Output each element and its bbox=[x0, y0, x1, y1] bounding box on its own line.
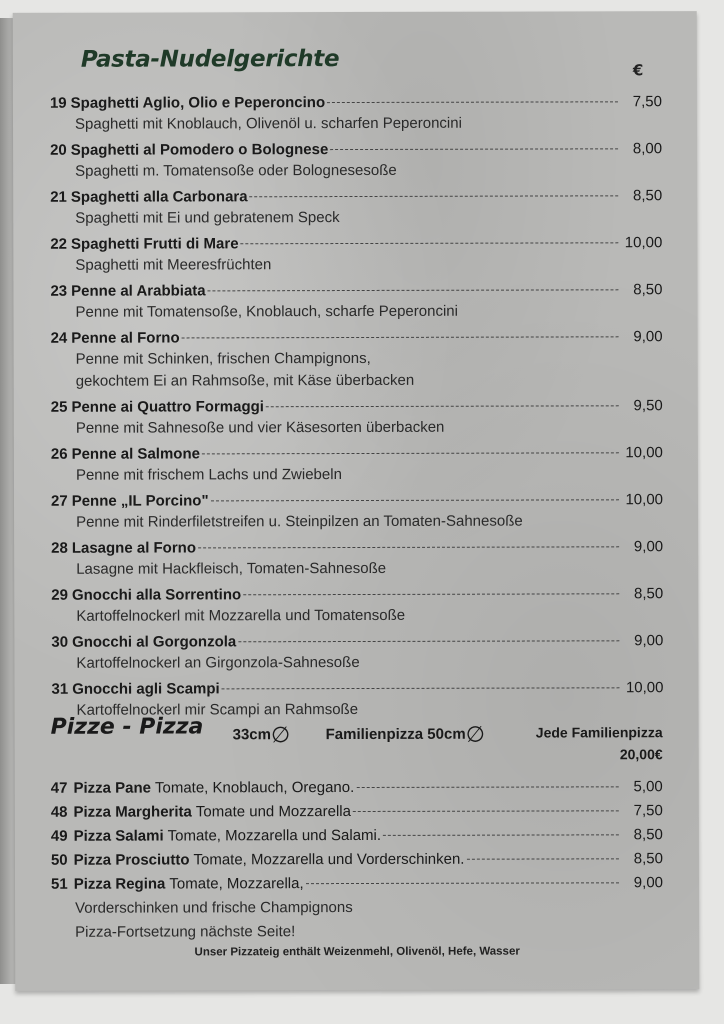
item-description: Spaghetti mit Ei und gebratenem Speck bbox=[75, 209, 340, 227]
pizza-list bbox=[51, 775, 663, 945]
family-pizza-note bbox=[536, 721, 663, 765]
item-price: 8,00 bbox=[632, 140, 663, 158]
diameter-icon: ∅ bbox=[465, 721, 485, 747]
menu-item bbox=[51, 630, 663, 675]
dot-leader bbox=[330, 148, 618, 150]
item-name: Spaghetti Frutti di Mare bbox=[70, 235, 239, 253]
menu-item bbox=[51, 326, 663, 393]
item-description: Kartoffelnockerl an Girgonzola-Sahnesoße bbox=[76, 653, 360, 672]
item-description: Kartoffelnockerl mir Scampi an Rahmsoße bbox=[76, 700, 359, 719]
item-price: 7,50 bbox=[632, 93, 662, 111]
item-description: Spaghetti mit Meeresfrüchten bbox=[75, 256, 272, 274]
item-description: Penne mit Schinken, frischen Champignons, bbox=[75, 349, 371, 368]
item-price: 9,00 bbox=[633, 874, 664, 892]
item-ingredients: Tomate, Mozzarella und Salami. bbox=[167, 826, 382, 845]
menu-item bbox=[51, 583, 663, 628]
dot-leader bbox=[327, 101, 618, 103]
item-name: Spaghetti alla Carbonara bbox=[70, 188, 248, 206]
item-number: 22 bbox=[50, 235, 68, 253]
family-note-line: Jede Familienpizza bbox=[535, 724, 663, 741]
currency-symbol: € bbox=[632, 61, 644, 80]
item-description: Lasagne mit Hackfleisch, Tomaten-Sahnesoße bbox=[76, 559, 387, 578]
item-description: gekochtem Ei an Rahmsoße, mit Käse überbacken bbox=[75, 371, 415, 390]
item-price: 10,00 bbox=[625, 491, 664, 509]
item-number: 50 bbox=[50, 851, 68, 869]
item-name: Gnocchi agli Scampi bbox=[72, 680, 220, 698]
dot-leader bbox=[306, 882, 619, 884]
dot-leader bbox=[238, 640, 619, 642]
pasta-section-title: Pasta-Nudelgerichte bbox=[80, 46, 340, 73]
item-name: Spaghetti al Pomodero o Bolognese bbox=[70, 141, 329, 159]
item-number: 29 bbox=[51, 586, 68, 604]
pizza-item bbox=[51, 775, 663, 801]
item-price: 9,00 bbox=[633, 328, 663, 346]
dot-leader bbox=[211, 499, 619, 501]
item-name: Penne al Salmone bbox=[71, 445, 200, 463]
menu-item bbox=[50, 138, 662, 183]
dot-leader bbox=[222, 687, 620, 689]
dot-leader bbox=[208, 289, 619, 291]
family-pizza-label: Familienpizza 50cm bbox=[325, 725, 466, 744]
item-price: 9,50 bbox=[633, 397, 663, 415]
item-number: 21 bbox=[50, 188, 67, 206]
item-name: Penne al Forno bbox=[71, 329, 180, 347]
item-ingredients: Tomate und Mozzarella bbox=[195, 803, 351, 821]
dot-leader bbox=[241, 242, 619, 244]
dot-leader bbox=[383, 834, 619, 836]
item-description: Penne mit Rinderfiletstreifen u. Steinpilzen an Tomaten-Sahnesoße bbox=[76, 512, 523, 531]
item-description: Spaghetti mit Knoblauch, Olivenöl u. scharfen Peperoncini bbox=[74, 114, 462, 133]
item-number: 30 bbox=[51, 633, 69, 651]
item-price: 10,00 bbox=[624, 234, 663, 252]
pizza-item-continuation: Vorderschinken und frische Champignons bbox=[75, 899, 353, 917]
item-number: 31 bbox=[51, 680, 69, 698]
item-price: 8,50 bbox=[633, 826, 663, 844]
item-description: Penne mit Tomatensoße, Knoblauch, scharfe Peperoncini bbox=[75, 302, 458, 321]
item-name: Penne ai Quattro Formaggi bbox=[71, 398, 264, 416]
family-note-price: 20,00€ bbox=[619, 746, 663, 763]
item-number: 23 bbox=[50, 282, 68, 300]
menu-item bbox=[50, 185, 662, 230]
item-price: 5,00 bbox=[633, 778, 663, 796]
family-pizza-size bbox=[326, 722, 485, 748]
item-price: 8,50 bbox=[633, 850, 663, 868]
item-price: 8,50 bbox=[634, 585, 664, 603]
item-price: 8,50 bbox=[633, 281, 663, 299]
pizza-section-title: Pizze - Pizza bbox=[50, 714, 204, 740]
item-price: 10,00 bbox=[625, 679, 664, 697]
diameter-icon: ∅ bbox=[270, 722, 291, 748]
item-name: Pizza Prosciutto bbox=[73, 851, 190, 869]
item-number: 24 bbox=[50, 329, 68, 347]
item-number: 27 bbox=[50, 492, 68, 510]
dough-ingredients-note: Unser Pizzateig enthält Weizenmehl, Olivenöl, Hefe, Wasser bbox=[194, 945, 520, 959]
item-price: 9,00 bbox=[633, 538, 664, 556]
pizza-item bbox=[51, 847, 663, 873]
dot-leader bbox=[202, 452, 619, 454]
pizza-size-label: 33cm bbox=[232, 726, 272, 744]
menu-item bbox=[51, 442, 663, 487]
item-number: 19 bbox=[49, 94, 67, 112]
dot-leader bbox=[466, 858, 618, 859]
menu-item bbox=[51, 395, 663, 440]
item-price: 7,50 bbox=[633, 802, 663, 820]
pizza-item bbox=[51, 799, 663, 825]
item-number: 20 bbox=[50, 141, 67, 159]
menu-item bbox=[51, 536, 663, 581]
pizza-section-header bbox=[51, 713, 663, 775]
item-price: 9,00 bbox=[634, 632, 664, 650]
dot-leader bbox=[182, 336, 619, 338]
menu-item bbox=[51, 489, 663, 534]
dot-leader bbox=[356, 786, 618, 788]
item-name: Gnocchi al Gorgonzola bbox=[72, 633, 237, 651]
item-description: Kartoffelnockerl mit Mozzarella und Tomatensoße bbox=[76, 606, 406, 625]
item-ingredients: Tomate, Mozzarella und Vorderschinken. bbox=[193, 850, 465, 869]
item-name: Spaghetti Aglio, Olio e Peperoncino bbox=[70, 94, 326, 112]
item-name: Gnocchi alla Sorrentino bbox=[71, 586, 242, 604]
item-name: Penne al Arabbiata bbox=[71, 282, 206, 300]
item-name: Pizza Pane bbox=[73, 779, 152, 797]
item-name: Lasagne al Forno bbox=[71, 539, 197, 557]
item-price: 10,00 bbox=[625, 444, 663, 462]
item-ingredients: Tomate, Knoblauch, Oregano. bbox=[154, 779, 355, 797]
item-number: 51 bbox=[50, 875, 68, 893]
menu-item bbox=[50, 279, 662, 324]
dot-leader bbox=[250, 195, 619, 197]
item-number: 25 bbox=[50, 398, 68, 416]
item-description: Penne mit frischem Lachs und Zwiebeln bbox=[75, 466, 342, 484]
item-name: Pizza Salami bbox=[73, 827, 164, 845]
item-name: Pizza Regina bbox=[73, 875, 166, 893]
item-number: 26 bbox=[50, 445, 68, 463]
pizza-item bbox=[51, 823, 663, 849]
item-ingredients: Tomate, Mozzarella, bbox=[169, 875, 304, 893]
item-name: Pizza Margherita bbox=[73, 803, 192, 821]
dot-leader bbox=[243, 593, 619, 595]
menu-item bbox=[50, 232, 662, 277]
menu-item bbox=[50, 91, 662, 136]
dot-leader bbox=[266, 405, 619, 407]
pizza-size bbox=[233, 722, 291, 748]
item-description: Penne mit Sahnesoße und vier Käsesorten überbacken bbox=[75, 418, 445, 437]
item-number: 48 bbox=[50, 803, 68, 821]
pasta-list bbox=[50, 91, 664, 726]
item-number: 47 bbox=[50, 779, 68, 797]
item-number: 28 bbox=[51, 539, 68, 557]
item-description: Spaghetti m. Tomatensoße oder Bolognesesoße bbox=[75, 161, 397, 180]
continuation-note: Pizza-Fortsetzung nächste Seite! bbox=[75, 923, 296, 941]
item-number: 49 bbox=[50, 827, 68, 845]
item-name: Penne „IL Porcino" bbox=[71, 492, 209, 510]
menu-page bbox=[13, 11, 700, 991]
dot-leader bbox=[353, 810, 619, 812]
pizza-item bbox=[51, 871, 663, 897]
item-price: 8,50 bbox=[632, 187, 663, 205]
dot-leader bbox=[198, 546, 619, 548]
